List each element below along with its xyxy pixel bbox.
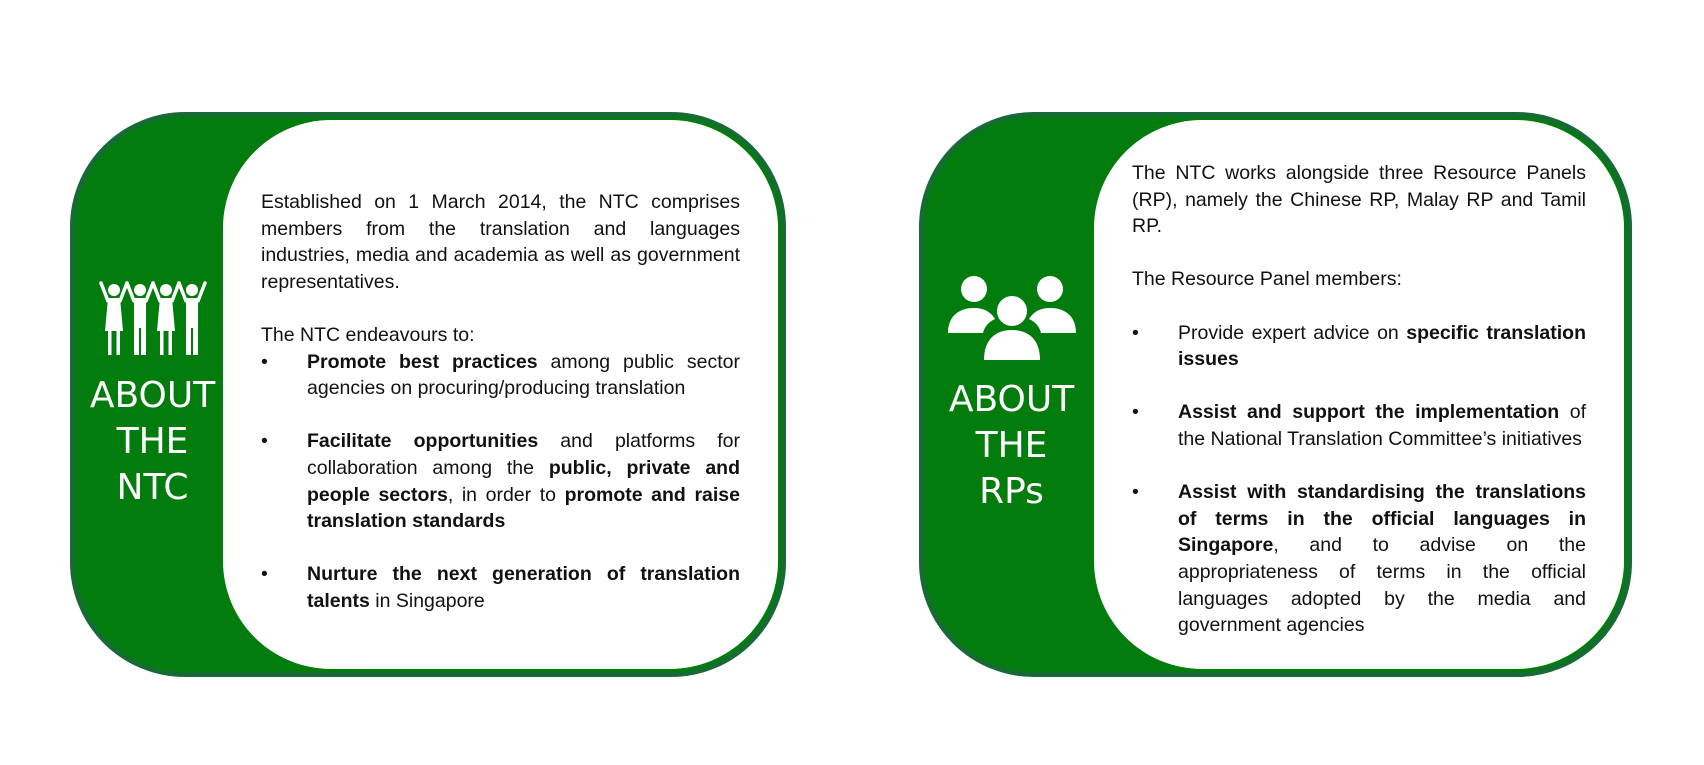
rps-bullet-1-bold: specific translation issues (1178, 321, 1586, 371)
ntc-bullet-2-bold-1: Facilitate opportunities (307, 430, 539, 453)
ntc-title-line-3: NTC (116, 466, 189, 508)
rps-content (1132, 160, 1586, 639)
ntc-content (261, 189, 740, 615)
rps-bullet-2 (1132, 399, 1586, 452)
bullet-dot: • (261, 563, 268, 586)
ntc-bullet-2-bold-2: public, private and people sectors (307, 456, 740, 506)
bullet-dot: • (261, 350, 268, 373)
rps-lead: The Resource Panel members: (1132, 268, 1402, 291)
rps-side-title (949, 377, 1074, 515)
rps-bullet-1-text: Provide expert advice on (1178, 321, 1407, 344)
ntc-bullet-2-text-2: , in order to (447, 483, 565, 506)
ntc-bullet-2 (261, 428, 740, 534)
group-of-three-people-icon (946, 275, 1078, 361)
ntc-lead: The NTC endeavours to: (261, 323, 475, 346)
rps-title-line-1: ABOUT (948, 378, 1075, 420)
ntc-intro: Established on 1 March 2014, the NTC comprises members from the translation and languages industries, media and academia as well as government representatives. (261, 191, 740, 293)
ntc-bullet-3-text: in Singapore (369, 589, 485, 612)
ntc-title-line-1: ABOUT (89, 374, 216, 416)
bullet-dot: • (1132, 401, 1139, 424)
group-of-people-raising-hands-icon (98, 279, 208, 359)
ntc-bullet-2-bold-3: promote and raise translation standards (307, 483, 740, 533)
rps-intro: The NTC works alongside three Resource Panels (RP), namely the Chinese RP, Malay RP and Tamil RP. (1132, 162, 1586, 238)
rps-side-banner (924, 117, 1099, 672)
rps-bullet-3 (1132, 479, 1586, 639)
ntc-bullet-3-bold: Nurture the next generation of translation talents (307, 563, 740, 612)
ntc-bullet-list (261, 349, 740, 615)
about-rps-card (919, 112, 1632, 677)
ntc-side-title (90, 373, 215, 511)
ntc-title-line-2: THE (116, 420, 189, 462)
ntc-bullet-2-text-1: and platforms for collaboration among the (307, 430, 740, 479)
bullet-dot: • (261, 430, 268, 453)
ntc-bullet-1 (261, 349, 740, 402)
bullet-dot: • (1132, 321, 1139, 344)
about-ntc-card (70, 112, 786, 677)
rps-bullet-3-text: , and to advise on the appropriateness of terms in the official languages adopted by the media and government agencies (1178, 534, 1586, 637)
rps-bullet-1 (1132, 320, 1586, 373)
rps-title-line-3: RPs (979, 470, 1044, 512)
bullet-dot: • (1132, 481, 1139, 504)
ntc-bullet-1-bold: Promote best practices (307, 350, 538, 373)
rps-content-panel (1094, 120, 1624, 669)
ntc-side-banner (75, 117, 230, 672)
rps-bullet-2-bold: Assist and support the implementation (1178, 401, 1560, 424)
ntc-bullet-3 (261, 561, 740, 614)
rps-title-line-2: THE (975, 424, 1048, 466)
rps-bullet-3-bold: Assist with standardising the translations of terms in the official languages in Singapore (1178, 481, 1586, 557)
ntc-content-panel (223, 120, 778, 669)
ntc-bullet-1-text: among public sector agencies on procuring/producing translation (307, 350, 740, 400)
rps-bullet-list (1132, 320, 1586, 639)
rps-bullet-2-text: of the National Translation Committee’s initiatives (1178, 401, 1586, 450)
